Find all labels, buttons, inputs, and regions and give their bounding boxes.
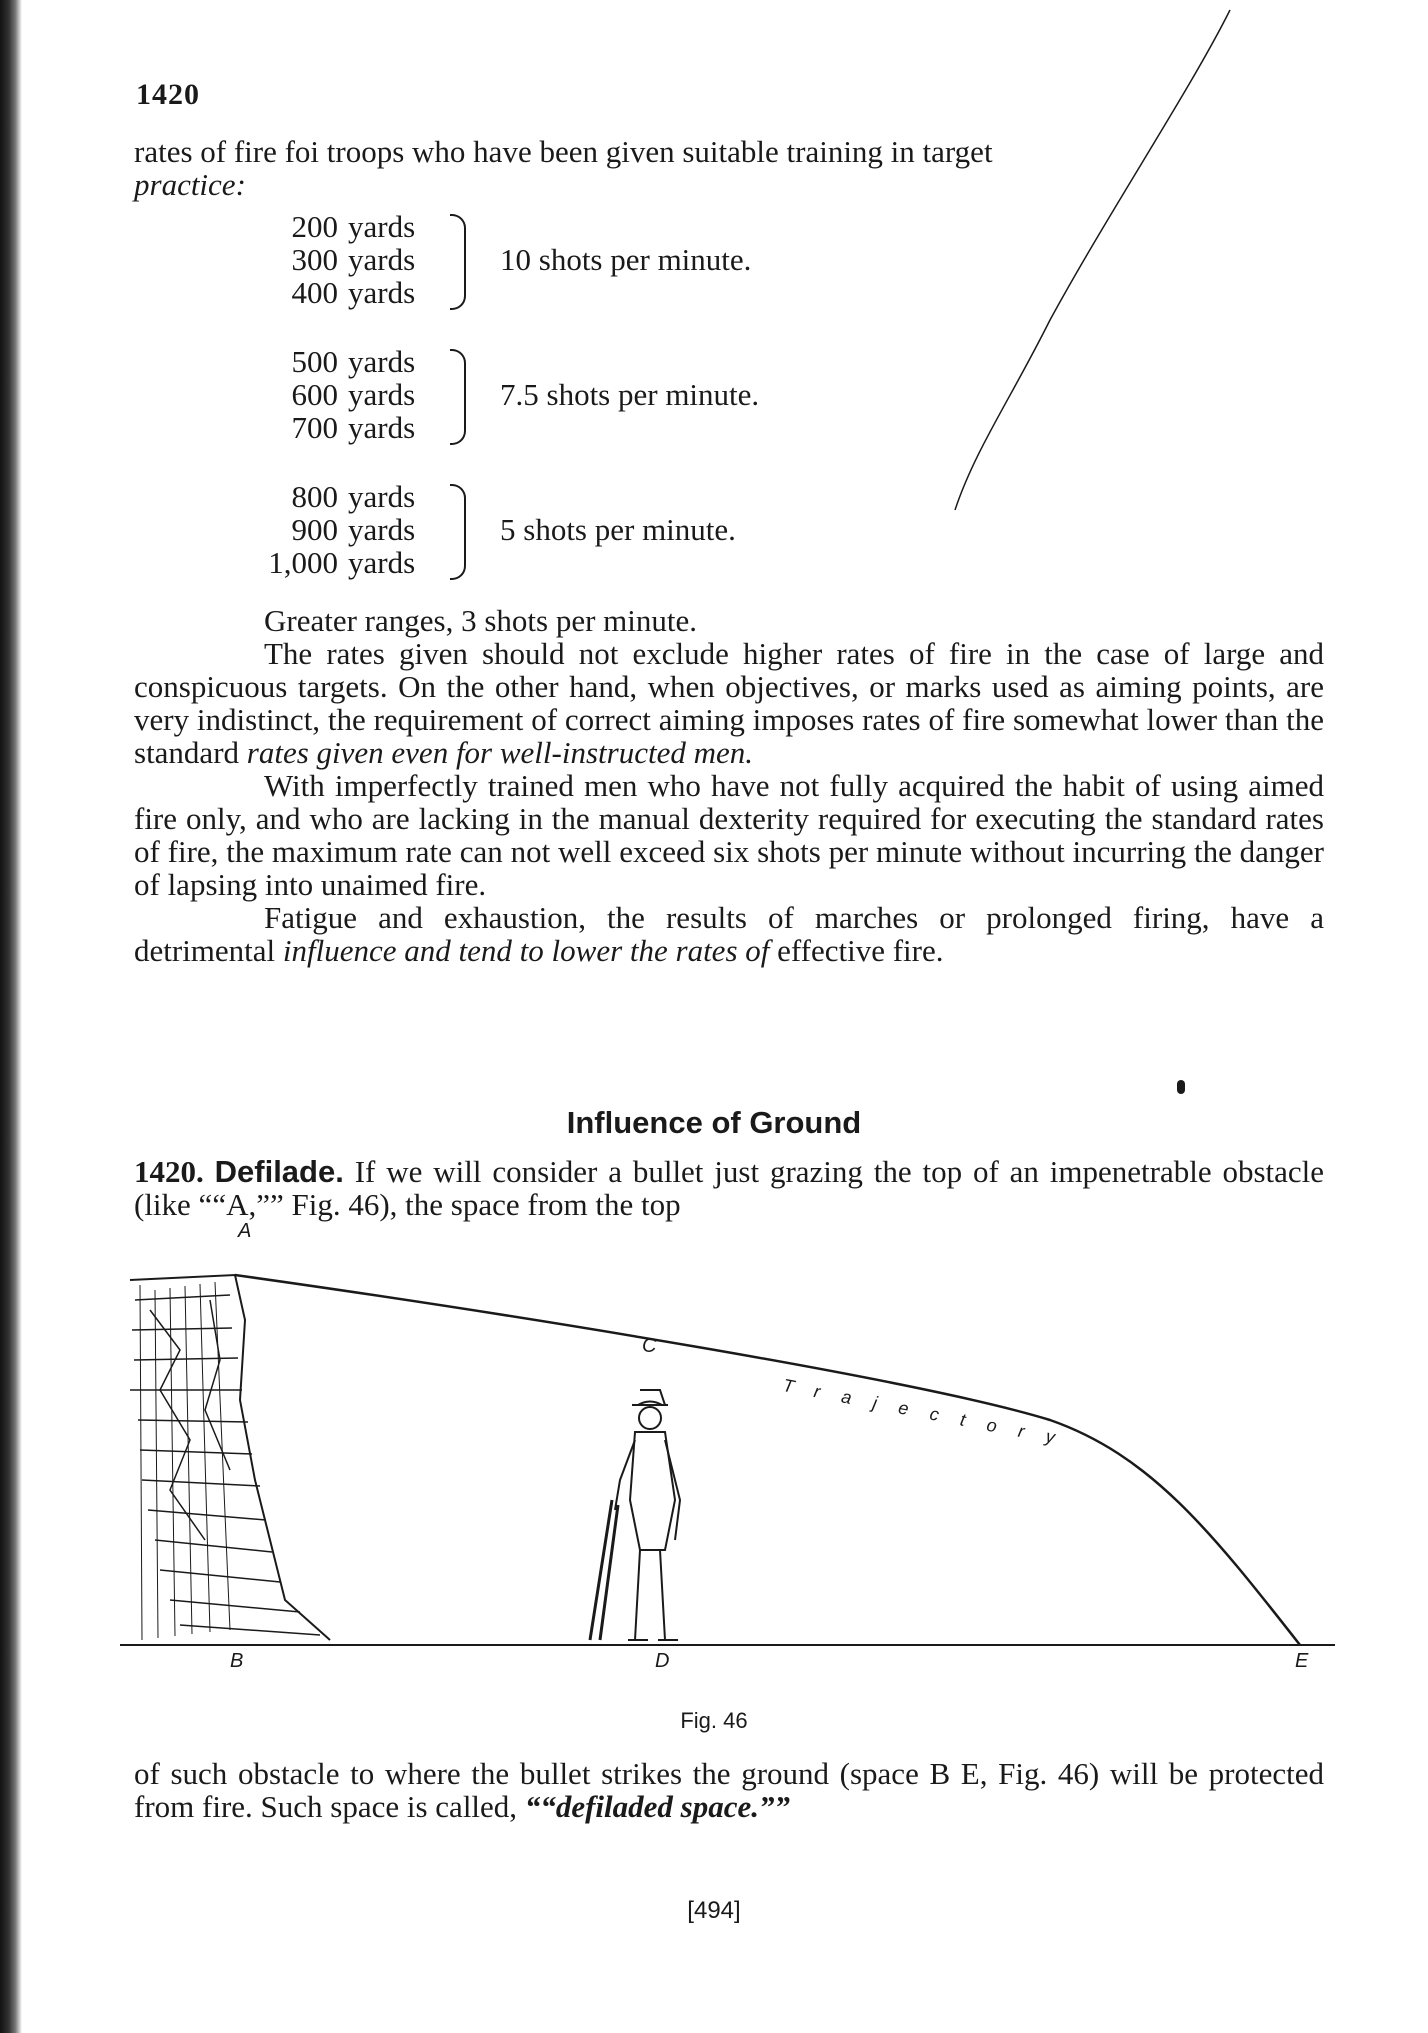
range-group-1	[250, 209, 752, 345]
paragraph-rates	[134, 637, 1324, 769]
range-row	[250, 276, 415, 309]
range-brace	[450, 214, 466, 310]
closing-text: of such obstacle to where the bullet strikes the ground (space B E, Fig. 46) will be protected from fire. Such space is called,	[134, 1756, 1324, 1824]
defilade-text: If we will consider a bullet just grazing the top of an impenetrable obstacle (like ““A,”” Fig. 46), the space from the top	[134, 1154, 1325, 1222]
body-text	[134, 604, 1324, 967]
range-row	[250, 513, 415, 546]
label-c: C	[642, 1335, 657, 1357]
range-row	[250, 243, 415, 276]
label-e: E	[1295, 1650, 1309, 1672]
range-row	[250, 411, 415, 444]
range-brace	[450, 349, 466, 445]
paragraph-rates-text: The rates given should not exclude higher rates of fire in the case of large and conspicuous targets. On the other hand, when objectives, or marks used as aiming points, are very indistinct, the requirement of correct aiming imposes rates of fire somewhat lower than the standard	[134, 636, 1324, 770]
paragraph-fatigue-italic: influence and tend to lower the rates of	[282, 933, 770, 968]
range-row	[250, 210, 415, 243]
trajectory-curve	[235, 1275, 1300, 1645]
fire-rates-table	[250, 209, 760, 615]
figure-46	[120, 1220, 1340, 1672]
range-distance: 600	[291, 377, 338, 412]
greater-ranges: Greater ranges, 3 shots per minute.	[264, 603, 698, 638]
range-unit: yards	[348, 512, 416, 547]
range-distance: 900	[291, 512, 338, 547]
range-row	[250, 480, 415, 513]
range-distance: 700	[291, 410, 338, 445]
range-unit: yards	[348, 242, 416, 277]
intro-line-2: practice:	[134, 167, 246, 202]
range-group-3	[250, 479, 736, 615]
rate-label: 5 shots per minute.	[500, 512, 736, 547]
rate-label: 7.5 shots per minute.	[500, 377, 760, 412]
obstacle-a-drawing	[130, 1275, 330, 1640]
paragraph-fatigue-text: Fatigue and exhaustion, the results of marches or prolonged firing, have a detrimental	[134, 900, 1324, 968]
range-brace	[450, 484, 466, 580]
range-unit: yards	[348, 545, 416, 580]
range-distance: 300	[291, 242, 338, 277]
closing-italic: ““defiladed space.””	[524, 1789, 790, 1824]
defilade-title: Defilade.	[214, 1154, 344, 1189]
label-a: A	[238, 1220, 252, 1242]
range-distance: 800	[291, 479, 338, 514]
range-unit: yards	[348, 479, 416, 514]
range-distance: 1,000	[268, 545, 338, 580]
range-unit: yards	[348, 209, 416, 244]
rate-label: 10 shots per minute.	[500, 242, 752, 277]
trajectory-label: Trajectory	[781, 1375, 1079, 1452]
range-group-2	[250, 344, 760, 480]
range-distance: 500	[291, 344, 338, 379]
figure-illustration	[120, 1240, 1340, 1670]
section-title: Influence of Ground	[566, 1105, 862, 1140]
range-distance: 400	[291, 275, 338, 310]
range-distance: 200	[291, 209, 338, 244]
paragraph-fatigue	[134, 901, 1324, 967]
footer-page-number: [494]	[687, 1897, 741, 1924]
soldier-figure	[590, 1390, 680, 1640]
figure-caption: Fig. 46	[680, 1708, 748, 1733]
paragraph-imperfect-training: With imperfectly trained men who have not fully acquired the habit of using aimed fire only, and who are lacking in the manual dexterity required for executing the standard rates of fire, the maximum rate can not well exceed six shots per minute without incurring the danger of lapsing into unaimed fire.	[134, 768, 1324, 902]
page-number: 1420	[136, 78, 200, 111]
range-row	[250, 546, 415, 579]
range-unit: yards	[348, 377, 416, 412]
closing-paragraph	[134, 1757, 1324, 1823]
pen-stroke-mark	[940, 0, 1240, 520]
range-unit: yards	[348, 410, 416, 445]
label-d: D	[655, 1650, 670, 1672]
range-row	[250, 378, 415, 411]
range-row	[250, 345, 415, 378]
paragraph-fatigue-end: effective fire.	[777, 933, 944, 968]
ink-dot	[1177, 1080, 1185, 1094]
intro-line-1: rates of fire foi troops who have been given suitable training in target	[134, 134, 993, 169]
defilade-number: 1420.	[134, 1154, 204, 1189]
range-unit: yards	[348, 275, 416, 310]
paragraph-rates-italic: rates given even for well-instructed men.	[246, 735, 753, 770]
defilade-paragraph	[134, 1155, 1324, 1221]
range-unit: yards	[348, 344, 416, 379]
label-b: B	[230, 1650, 244, 1672]
